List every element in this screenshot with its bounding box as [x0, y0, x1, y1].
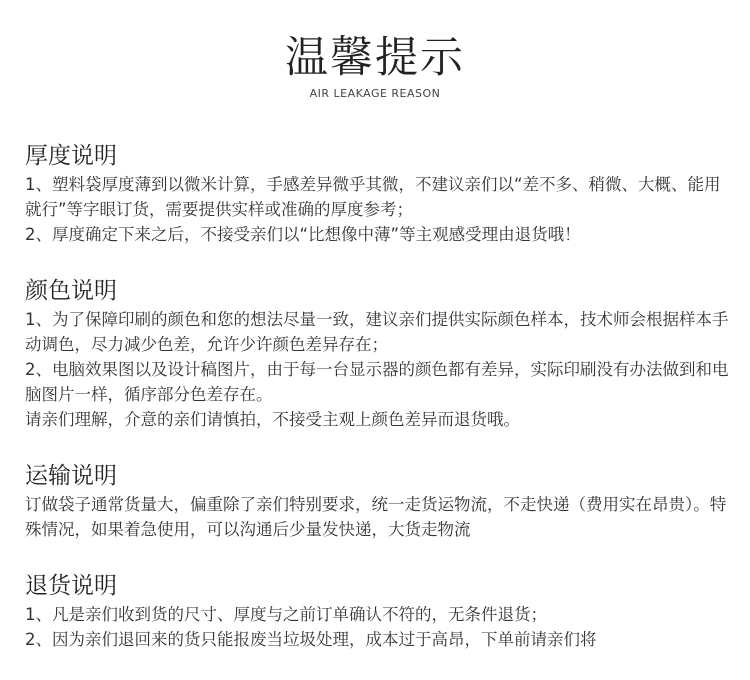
section-thickness: [25, 140, 730, 247]
page-subtitle: AIR LEAKAGE REASON: [309, 87, 441, 100]
section-title: 颜色说明: [25, 278, 117, 304]
section-paragraph: 订做袋子通常货量大，偏重除了亲们特别要求，统一走货运物流，不走快递（费用实在昂贵）。特殊情况，如果着急使用，可以沟通后少量发快递，大货走物流: [25, 495, 727, 539]
section-paragraph: 1、为了保障印刷的颜色和您的想法尽量一致，建议亲们提供实际颜色样本，技术师会根据样本手动调色，尽力减少色差，允许少许颜色差异存在；: [25, 310, 729, 354]
section-paragraph: 2、因为亲们退回来的货只能报废当垃圾处理，成本过于高昂，下单前请亲们将: [25, 630, 597, 649]
section-returns: [25, 570, 730, 652]
notice-sections: [25, 140, 730, 680]
section-shipping: [25, 460, 730, 542]
section-paragraph: 1、塑料袋厚度薄到以微米计算，手感差异微乎其微，不建议亲们以“差不多、稍微、大概、能用就行”等字眼订货，需要提供实样或准确的厚度参考；: [25, 175, 721, 219]
section-color: [25, 275, 730, 432]
section-title: 退货说明: [25, 573, 117, 599]
section-paragraph: 2、电脑效果图以及设计稿图片，由于每一台显示器的颜色都有差异，实际印刷没有办法做到和电脑图片一样，循序部分色差存在。: [25, 360, 729, 404]
section-paragraph: 2、厚度确定下来之后，不接受亲们以“比想像中薄”等主观感受理由退货哦！: [25, 225, 581, 244]
section-paragraph: 1、凡是亲们收到货的尺寸、厚度与之前订单确认不符的，无条件退货；: [25, 605, 547, 624]
section-title: 运输说明: [25, 463, 117, 489]
section-title: 厚度说明: [25, 143, 117, 169]
page-header: [0, 32, 750, 102]
section-paragraph: 请亲们理解，介意的亲们请慎拍，不接受主观上颜色差异而退货哦。: [25, 410, 520, 429]
page-title: 温馨提示: [285, 33, 465, 83]
